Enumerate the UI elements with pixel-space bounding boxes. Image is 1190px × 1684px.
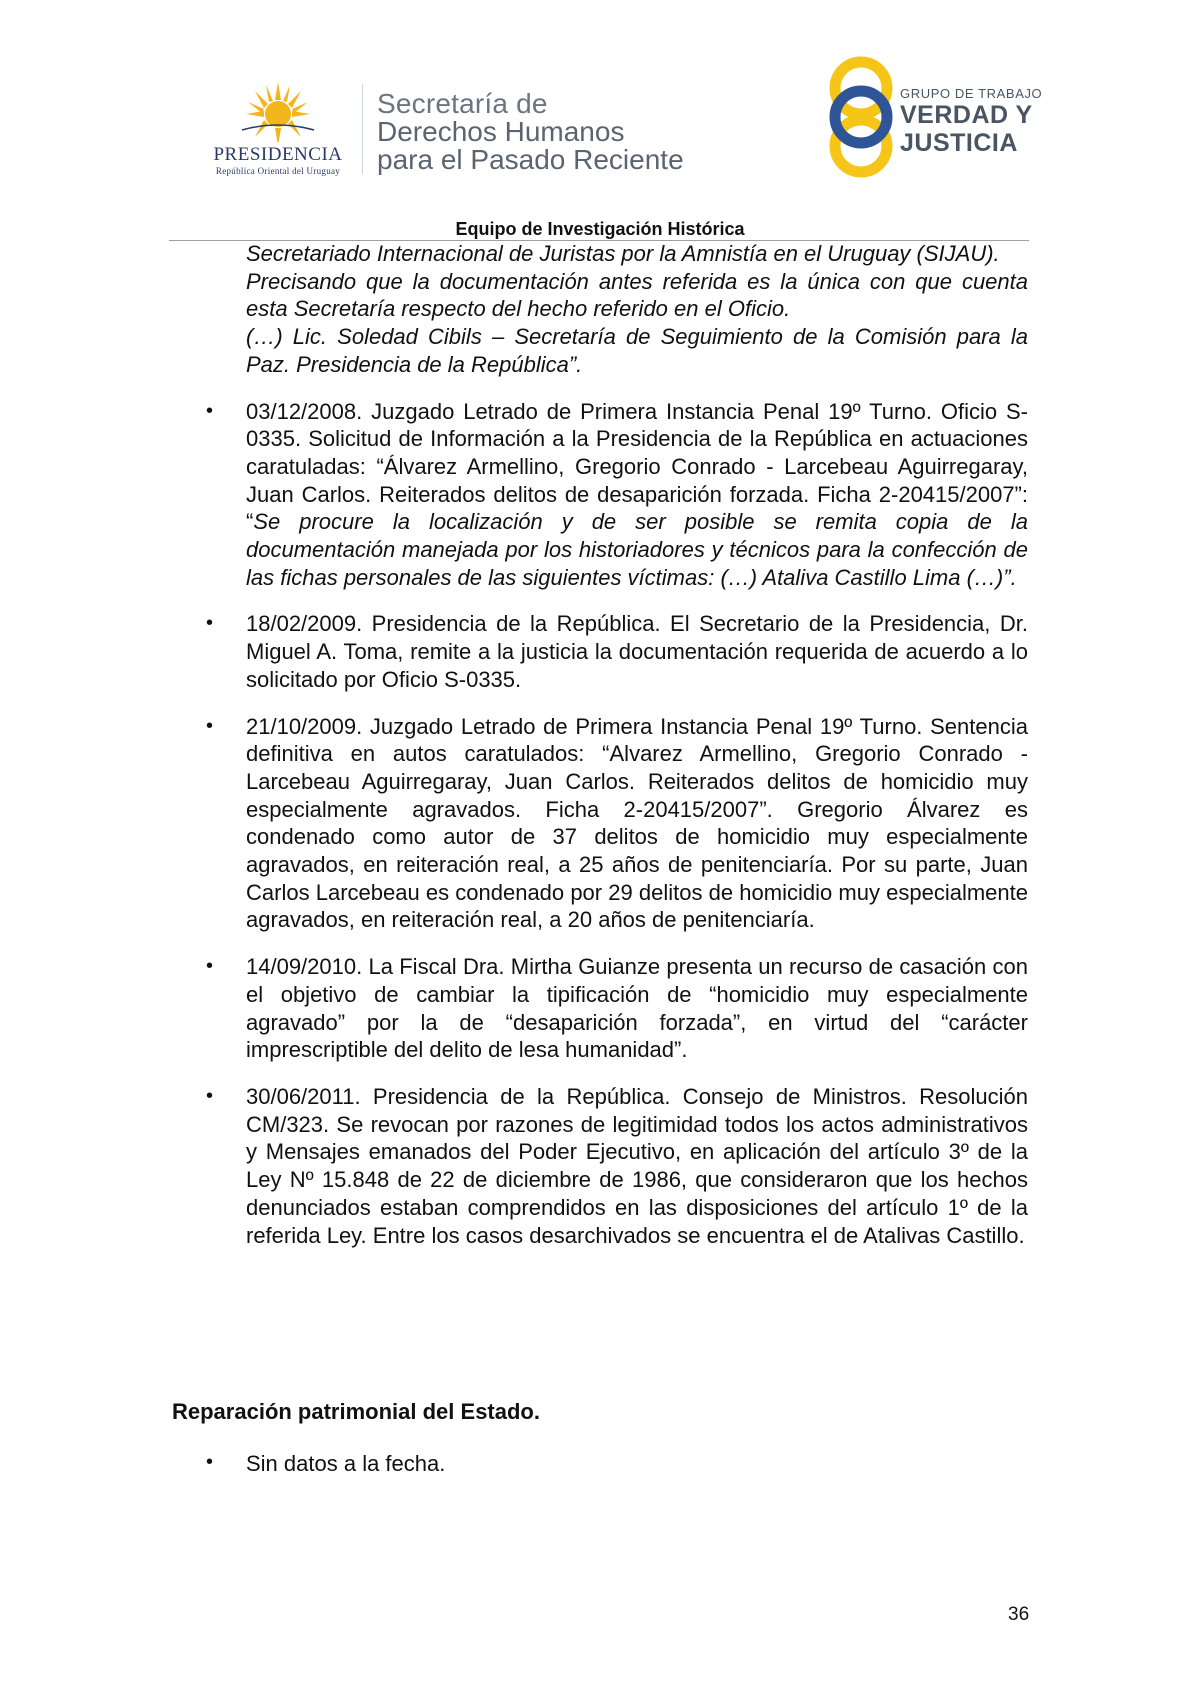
bullet-icon: • — [206, 714, 214, 737]
bullet-icon: • — [206, 399, 214, 422]
vj-line-2: JUSTICIA — [900, 129, 1018, 157]
quote-paragraph-3: (…) Lic. Soledad Cibils – Secretaría de Seguimiento de la Comisión para la Paz. Presidencia de la República”. — [246, 324, 1028, 377]
list-item — [206, 610, 1028, 693]
secretaria-line-3: para el Pasado Reciente — [377, 144, 684, 175]
list-item-text: Sin datos a la fecha. — [246, 1451, 446, 1476]
list-item — [206, 1451, 1028, 1477]
list-item-text: 03/12/2008. Juzgado Letrado de Primera Instancia Penal 19º Turno. Oficio S-0335. Solicitud de Información a la Presidencia de la República en actuaciones caratuladas: “Álvarez Armellino, Gregorio Conrado - Larcebeau Aguirregaray, Juan Carlos. Reiterados delitos de desaparición forzada. Ficha 2-20415/2007”: “ — [246, 398, 1028, 535]
secretaria-line-2: Derechos Humanos — [377, 116, 625, 147]
bullet-icon: • — [206, 1084, 214, 1107]
page-header — [0, 0, 1190, 239]
sun-icon — [236, 80, 320, 142]
bullet-icon: • — [206, 1451, 214, 1473]
section-heading: Reparación patrimonial del Estado. — [172, 1399, 540, 1424]
list-item-text: 18/02/2009. Presidencia de la República. El Secretario de la Presidencia, Dr. Miguel A. Toma, remite a la justicia la documentación requerida de acuerdo a lo solicitado por Oficio S-0335. — [246, 611, 1028, 692]
quote-paragraph-2: Precisando que la documentación antes referida es la única con que cuenta esta Secretaría respecto del hecho referido en el Oficio. — [246, 268, 1028, 322]
list-item — [206, 398, 1028, 592]
list-item — [206, 953, 1028, 1064]
bullet-icon: • — [206, 955, 214, 978]
quote-paragraph-1: Secretariado Internacional de Juristas por la Amnistía en el Uruguay (SIJAU). — [246, 241, 1000, 266]
team-title: Equipo de Investigación Histórica — [455, 219, 745, 239]
quote-block — [246, 240, 1028, 379]
list-item — [206, 1083, 1028, 1249]
list-item-text: 21/10/2009. Juzgado Letrado de Primera Instancia Penal 19º Turno. Sentencia definitiva en autos caratulados: “Alvarez Armellino, Gregorio Conrado - Larcebeau Aguirregaray, Juan Carlos. Reiterados delitos de homicidio muy especialmente agravados. Ficha 2-20415/2007”. Gregorio Álvarez es condenado como autor de 37 delitos de homicidio muy especialmente agravados, en reiteración real, a 25 años de penitenciaría. Por su parte, Juan Carlos Larcebeau es condenado por 29 delitos de homicidio muy especialmente agravados, en reiteración real, a 20 años de penitenciaría. — [246, 713, 1028, 933]
vj-small-text: GRUPO DE TRABAJO — [900, 86, 1043, 101]
document-body — [206, 240, 1028, 1268]
bullet-icon: • — [206, 612, 214, 635]
verdad-justicia-logo-text — [900, 86, 1042, 157]
header-divider — [362, 84, 363, 174]
page-number: 36 — [1008, 1604, 1030, 1625]
presidencia-wordmark: PRESIDENCIA — [213, 144, 343, 165]
presidencia-subtitle: República Oriental del Uruguay — [215, 166, 341, 176]
list-item — [206, 713, 1028, 935]
secretaria-line-1: Secretaría de — [377, 88, 548, 119]
list-item-text: 14/09/2010. La Fiscal Dra. Mirtha Guianze presenta un recurso de casación con el objetivo de cambiar la tipificación de “homicidio muy especialmente agravado” por la de “desaparición forzada”, en virtud del “carácter imprescriptible del delito de lesa humanidad”. — [246, 954, 1028, 1063]
vj-line-1: VERDAD Y — [900, 101, 1033, 129]
verdad-justicia-rings-icon — [826, 56, 896, 178]
secretaria-logo-text — [377, 90, 684, 174]
list-item-text: 30/06/2011. Presidencia de la República. Consejo de Ministros. Resolución CM/323. Se revocan por razones de legitimidad todos los actos administrativos y Mensajes emanados del Poder Ejecutivo, en aplicación del artículo 3º de la Ley Nº 15.848 de 22 de diciembre de 1986, que consideraron que los hechos denunciados estaban comprendidos en las disposiciones del artículo 1º de la referida Ley. Entre los casos desarchivados se encuentra el de Atalivas Castillo. — [246, 1083, 1028, 1248]
list-item-italic-text: Se procure la localización y de ser posible se remita copia de la documentación manejada por los historiadores y técnicos para la confección de las fichas personales de las siguientes víctimas: (…) Ataliva Castillo Lima (…)”. — [246, 509, 1028, 590]
presidencia-logo — [198, 80, 358, 180]
